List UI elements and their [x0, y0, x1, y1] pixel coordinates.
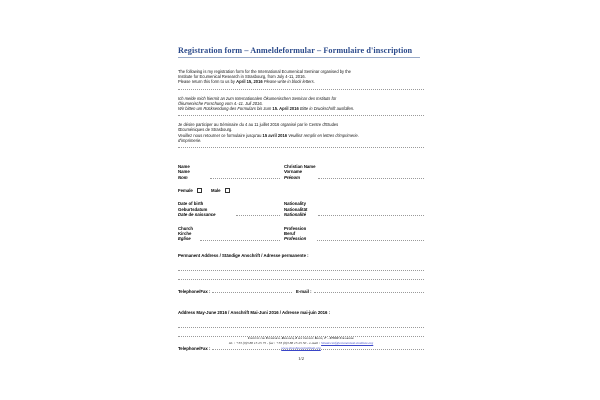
footer-phone-fax: tel. : +33 (0)3 88 15 25 75 - fax : +33 (0)3 88 15 25 50 - e-mail :: [228, 341, 322, 345]
field-profession-rule: [317, 240, 424, 241]
field-row-name: [178, 164, 424, 180]
field-name-label-en: Name: [178, 164, 190, 170]
permanent-address-line-2[interactable]: [178, 273, 424, 282]
intro-de-line-1: Ich melde mich hiermit an zum Internationalen Ökumenischen Seminar des Instituts für: [178, 95, 337, 101]
field-nationality-labels: [284, 201, 424, 217]
field-dob-rule: [236, 215, 280, 216]
intro-paragraph-english: [178, 69, 424, 85]
field-name-label-fr: Nom: [178, 174, 188, 180]
intro-paragraph-german: [178, 96, 424, 112]
field-christianname-label-de: Vorname: [284, 169, 303, 175]
field-dob-label-fr: Date de naissance: [178, 212, 216, 218]
intro-en-line-2: Institute for Ecumenical Research in Strasbourg, from July 4-11, 2016.: [178, 74, 306, 80]
footer-website-row: [178, 346, 424, 351]
page-number: 1/2: [298, 356, 304, 361]
intro-en-deadline: April 15, 2016: [236, 79, 263, 85]
intro-de-deadline: 15. April 2016: [272, 106, 299, 112]
field-church-input[interactable]: [178, 236, 284, 241]
field-dob-label-en: Date of birth: [178, 201, 204, 207]
field-christianname-label-fr: Prénom: [284, 174, 300, 180]
spacer: [178, 193, 424, 201]
footer-website-link[interactable]: www.strasbourginstitute.org: [281, 346, 321, 350]
spacer: [178, 294, 424, 310]
permanent-address-line-1[interactable]: [178, 264, 424, 273]
intro-fr-line-1: Je désire participer au Séminaire du 4 au 11 juillet 2016 organisé par le Centre d'Etudes: [178, 122, 339, 128]
field-church-label-fr: Eglise: [178, 236, 191, 242]
paper-sheet: [170, 18, 432, 382]
page-title: Registration form – Anmeldeformular – Formulaire d'inscription: [178, 46, 413, 55]
field-row-church-profession: [178, 226, 424, 242]
intro-fr-line-2: Œcuméniques de Strasbourg.: [178, 127, 233, 133]
field-dob-label-de: Geburtsdatum: [178, 206, 208, 212]
field-name-rule: [210, 178, 280, 179]
field-dob-input[interactable]: [178, 212, 284, 217]
temporary-address-heading: Address May-June 2016 / Anschrift Mai-Juni 2016 / Adresse mai-juin 2016 :: [178, 309, 331, 315]
spacer: [178, 218, 424, 226]
gender-female-checkbox[interactable]: [197, 188, 202, 193]
footer-email-link[interactable]: StrasLcenf@ecumenical-institute.org: [321, 341, 374, 345]
field-church-rule: [200, 240, 280, 241]
field-name-input[interactable]: [178, 175, 284, 180]
intro-en-line-1: The following is my registration form for the International Ecumenical Seminar organised by the: [178, 69, 351, 74]
permanent-telephone-label: Telephone/Fax :: [178, 288, 211, 294]
footer-institute-line: Institute for Ecumenical Research, 8 rue Gustave Klotz, F - 67000 Strasbourg: [248, 336, 354, 340]
field-church-label-en: Church: [178, 225, 194, 231]
field-dob-labels: [178, 201, 284, 217]
intro-fr-note: Veuillez remplir en lettres d'imprimerie.: [288, 132, 359, 138]
field-christianname-label-en: Christian Name: [284, 164, 316, 170]
field-nationality-label-en: Nationality: [284, 201, 306, 207]
field-profession-labels: [284, 226, 424, 242]
field-profession-label-en: Profession: [284, 225, 307, 231]
field-name-labels: [178, 164, 284, 180]
field-row-birth-nationality: [178, 201, 424, 217]
intro-paragraph-french: [178, 122, 424, 143]
field-nationality-label-fr: Nationalité: [284, 212, 306, 218]
permanent-telephone-field[interactable]: [178, 289, 296, 294]
field-name-label-de: Name: [178, 169, 190, 175]
permanent-address-heading: Permanent Address / Ständige Anschrift / Adresse permanente :: [178, 252, 309, 258]
permanent-email-rule: [314, 292, 424, 293]
intro-fr-deadline: 15 avril 2016: [262, 132, 288, 138]
gender-female-label: Female: [178, 188, 193, 194]
field-christianname-rule: [318, 178, 424, 179]
field-nationality-rule: [318, 215, 424, 216]
field-profession-label-de: Beruf: [284, 231, 296, 237]
intro-de-line-3: Wir bitten um Rücksendung des Formulars bis zum 15. April 2016 Bitte in Druckschrift ausfüllen.: [178, 106, 355, 112]
field-profession-input[interactable]: [284, 236, 424, 241]
field-christianname-labels: [284, 164, 424, 180]
permanent-contact-row: [178, 285, 424, 294]
field-nationality-label-de: Nationalität: [284, 206, 308, 212]
document-content: [178, 18, 424, 351]
intro-de-line-2: Ökumenische Forschung vom 4.-11. Juli 2016.: [178, 100, 263, 106]
page-footer: [178, 336, 424, 351]
intro-fr-line-3: Veuillez nous retourner ce formulaire jusqu'au 15 avril 2016 Veuillez remplir en lettres d'imprimerie.: [178, 132, 359, 138]
intro-fr-line-4: d'imprimerie.: [178, 137, 202, 143]
field-nationality-input[interactable]: [284, 212, 424, 217]
spacer: [178, 58, 424, 69]
permanent-telephone-rule: [212, 292, 292, 293]
intro-en-note: Please write in block letters.: [263, 79, 315, 85]
temporary-telephone-label: Telephone/Fax :: [178, 345, 211, 351]
intro-de-note: Bitte in Druckschrift ausfüllen.: [299, 106, 355, 112]
field-church-label-de: Kirche: [178, 231, 192, 237]
permanent-email-label: E-mail :: [296, 288, 312, 294]
spacer: [178, 242, 424, 253]
spacer: [178, 180, 424, 188]
gender-male-checkbox[interactable]: [225, 188, 230, 193]
field-profession-label-fr: Profession: [284, 236, 307, 242]
field-church-labels: [178, 226, 284, 242]
temporary-address-line-1[interactable]: [178, 321, 424, 330]
field-christianname-input[interactable]: [284, 175, 424, 180]
permanent-email-field[interactable]: [296, 289, 424, 294]
spacer: [178, 148, 424, 164]
intro-en-line-3: Please return this form to us by April 15, 2016 Please write in block letters.: [178, 79, 315, 85]
gender-male-label: Male: [211, 188, 221, 194]
